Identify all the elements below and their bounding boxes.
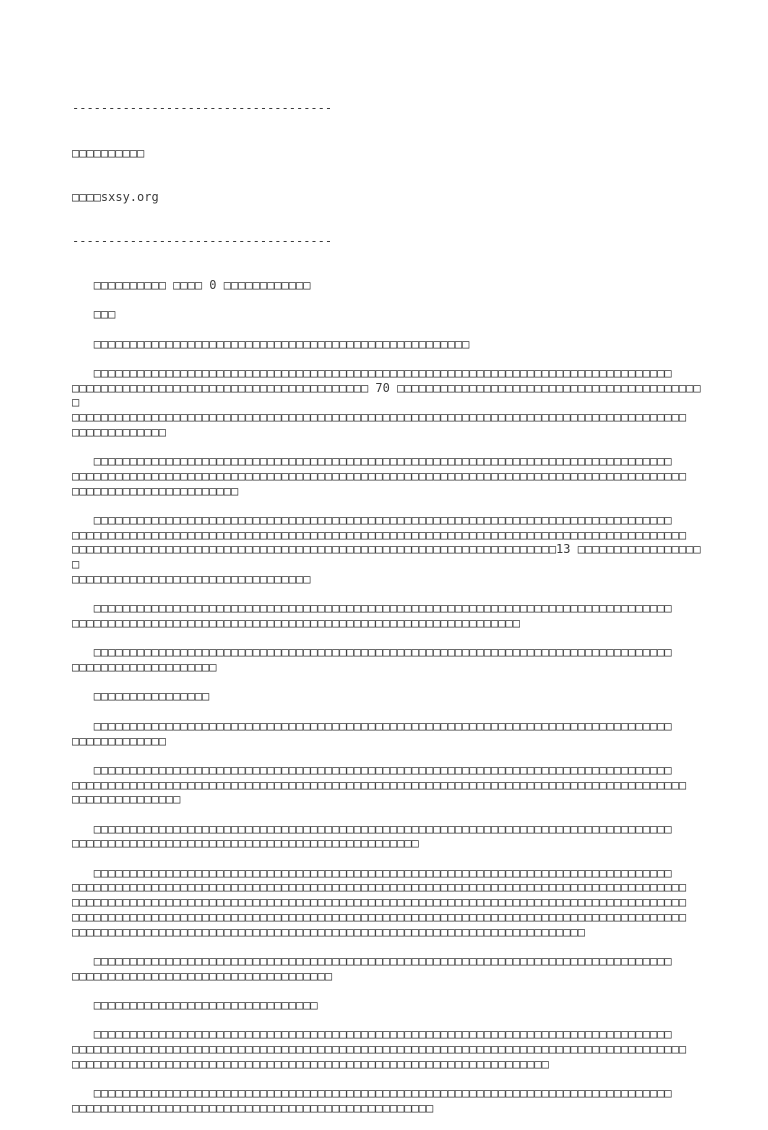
text-line: □□□□□□□□□□□□□□□□□□□□□□□□□□□□□□□□□□□□□□□□□□□□□□□□□□ [72, 1100, 434, 1115]
site-name: □□□□sxsy.org [72, 189, 159, 204]
text-line: □□□□□□□□□□□□□□□□□□□□□□□□□□□□□□□□□□□□□□□□□□□□□□□□□□□□□□□□□□□□□□□□□□□□□□□□□□□□□□□□ [72, 718, 672, 733]
text-line: □□□□□□□□□□□□□ [72, 424, 166, 439]
text-line: □□□□□□□□□□□□□ [72, 733, 166, 748]
text-line: □□□□□□□□□□□□□□□□□□□□□□□□□□□□□□□□□□□□□□□□□□□□□□□□□□□□□□□□□□□□□□□□□□□□□□□□□□□□□□□□ [72, 645, 672, 660]
text-line: □□□□□□□□□□□□□□□□□□□□ [72, 660, 217, 675]
blank-line [72, 631, 702, 646]
text-line: □□□□□□□□□□□□□□□□□□□□□□□□□□□□□□□□□□□□□□□□□□□□□□□□□□□□□□□□□□□□□□□□□□□□□□□□□□□□□□□□□□□□□ [72, 468, 687, 483]
text-line: □□□□□□□□□□□□□□□□□□□□□□□□□□□□□□□□□□□□□□□□□□□□□□□□□□□□□□□□□□□□□□□□□□□□□□□□□□□□□□□□ [72, 953, 672, 968]
text-line: □□□□□□□□□□□□□□□□□□□□□□□□□□□□□□□□□□□□□□□□□ 70 □□□□□□□□□□□□□□□□□□□□□□□□□□□□□□□□□□□□□□□□□□□ [72, 380, 701, 410]
text-line: □□□ [72, 307, 116, 322]
text-line: □□□□□□□□□□□□□□□□□□□□□□□□□□□□□□□□□□□□□□□□□□□□□□□□□□□□□□□□□□□□□□□□□□□□□□□□□□□□□□□□ [72, 601, 672, 616]
text-line: □□□□□□□□□□□□□□□□□□□□□□□□□□□□□□□□□□□□□□□□□□□□□□□□□□□□□□□□□□□□□□□□□□□□□□□□□□□□□□□□ [72, 865, 672, 880]
text-line: □□□□□□□□□□□□□□□□□□□□□□□□□□□□□□□□□□□□□□□□□□□□□□□□□□□□□□□□□□□□□□□□□□□□□□□□□□□□□□□□□□□□□ [72, 895, 687, 910]
text-line: □□□□□□□□□□□□□□□□□□□□□□□□□□□□□□□□□□□□□□□□□□□□□□□□□□□□□□□□□□□□□□□□□□□□□□□□□□□□□□□□ [72, 762, 672, 777]
blank-line [72, 1013, 702, 1028]
text-line: □□□□□□□□□□□□□□□□□□□□□□□□□□□□□□□□□□□□□□□□□□□□□□□□□□□□□□□□□□□□□□□□□□□□□□□□□□□□□□□□ [72, 366, 672, 381]
blank-line [72, 293, 702, 308]
text-line: □□□□□□□□□□□□□□□□ [72, 689, 210, 704]
text-line: □□□□□□□□□□ □□□□ 0 □□□□□□□□□□□□ [72, 277, 311, 292]
text-line: □□□□□□□□□□□□□□□□□□□□□□□□□□□□□□□□□□□□□□□□□□□□□□□□□□□□□□□□□□□□□□□□□□□□□□□□□□□□□□□□ [72, 1027, 672, 1042]
blank-line [72, 851, 702, 866]
blank-line [72, 1072, 702, 1087]
text-line: □□□□□□□□□□□□□□□□□□□□□□□□□□□□□□□□□□□□□□□□□□□□□□□□□□□□□□□□□□□□□□□□□□□□□□□□□□□□□□□□ [72, 454, 672, 469]
text-line: □□□□□□□□□□□□□□□□□□□□□□□□□□□□□□□□□□□□□□□□□□□□□□□□□□□□ [72, 336, 470, 351]
text-line: □□□□□□□□□□□□□□□□□□□□□□□□□□□□□□□□□□□□□□□□□□□□□□□□□□□□□□□□□□□□□□□□□□□13 □□□□□□□□□□□□□□□□□□ [72, 542, 701, 572]
blank-line [72, 704, 702, 719]
document-title: □□□□□□□□□□ [72, 145, 145, 160]
blank-line [72, 587, 702, 602]
text-line: □□□□□□□□□□□□□□□□□□□□□□□□□□□□□□□□□□□□□□□□□□□□□□□□□□□□□□□□□□□□□□□□□□□□□□□□□□□□□□□□□□□□□ [72, 1042, 687, 1057]
text-line: □□□□□□□□□□□□□□□□□□□□□□□□□□□□□□□□□□□□□□□□□□□□□□□□□□□□□□□□□□□□□□□□□□□□□□□□□□□□□□□□□□□□□ [72, 880, 687, 895]
blank-line [72, 807, 702, 822]
text-line: □□□□□□□□□□□□□□□□□□□□□□□□□□□□□□□□□□□□ [72, 968, 333, 983]
text-line: □□□□□□□□□□□□□□□□□□□□□□□□□□□□□□□□□□□□□□□□□□□□□□□□□□□□□□□□□□□□□□□□□□□□□□□□□□□□□□□□□□□□□ [72, 909, 687, 924]
text-line: □□□□□□□□□□□□□□□□□□□□□□□□□□□□□□□□□□□□□□□□□□□□□□□□□□□□□□□□□□□□□□ [72, 615, 520, 630]
document-body [72, 72, 702, 1130]
blank-line [72, 675, 702, 690]
text-line: □□□□□□□□□□□□□□□□□□□□□□□□□□□□□□□□□□□□□□□□□□□□□□□□□□□□□□□□□□□□□□□□□□□□□□□□□□□□□□□□□□□□□ [72, 410, 687, 425]
text-lines [72, 278, 702, 1116]
text-line: □□□□□□□□□□□□□□□□□□□□□□□ [72, 483, 239, 498]
text-line: □□□□□□□□□□□□□□□□□□□□□□□□□□□□□□□□□□□□□□□□□□□□□□□□□□□□□□□□□□□□□□□□□□□□□□□□□□□□□□□□ [72, 513, 672, 528]
blank-line [72, 322, 702, 337]
blank-line [72, 440, 702, 455]
text-line: □□□□□□□□□□□□□□□□□□□□□□□□□□□□□□□□□□□□□□□□□□□□□□□□□□□□□□□□□□□□□□□□□□□□□□□□□□□□□□□□□□□□□ [72, 777, 687, 792]
text-line: □□□□□□□□□□□□□□□□□□□□□□□□□□□□□□□ [72, 998, 318, 1013]
text-line: □□□□□□□□□□□□□□□□□□□□□□□□□□□□□□□□□ [72, 571, 311, 586]
header-rule-bottom: ------------------------------------ [72, 233, 333, 248]
text-line: □□□□□□□□□□□□□□□□□□□□□□□□□□□□□□□□□□□□□□□□□□□□□□□□□□□□□□□□□□□□□□□□□□□□□□□ [72, 924, 585, 939]
text-line: □□□□□□□□□□□□□□□□□□□□□□□□□□□□□□□□□□□□□□□□□□□□□□□□□□□□□□□□□□□□□□□□□□□□□□□□□□□□□□□□ [72, 821, 672, 836]
blank-line [72, 498, 702, 513]
blank-line [72, 748, 702, 763]
header-rule-top: ------------------------------------ [72, 101, 333, 116]
text-line: □□□□□□□□□□□□□□□□□□□□□□□□□□□□□□□□□□□□□□□□□□□□□□□□□□□□□□□□□□□□□□□□□□□□□□□□□□□□□□□□□□□□□ [72, 527, 687, 542]
text-line: □□□□□□□□□□□□□□□ [72, 792, 181, 807]
text-line: □□□□□□□□□□□□□□□□□□□□□□□□□□□□□□□□□□□□□□□□□□□□□□□□ [72, 836, 419, 851]
text-line: □□□□□□□□□□□□□□□□□□□□□□□□□□□□□□□□□□□□□□□□□□□□□□□□□□□□□□□□□□□□□□□□□□ [72, 1056, 549, 1071]
text-line: □□□□□□□□□□□□□□□□□□□□□□□□□□□□□□□□□□□□□□□□□□□□□□□□□□□□□□□□□□□□□□□□□□□□□□□□□□□□□□□□ [72, 1086, 672, 1101]
blank-line [72, 983, 702, 998]
blank-line [72, 351, 702, 366]
blank-line [72, 939, 702, 954]
